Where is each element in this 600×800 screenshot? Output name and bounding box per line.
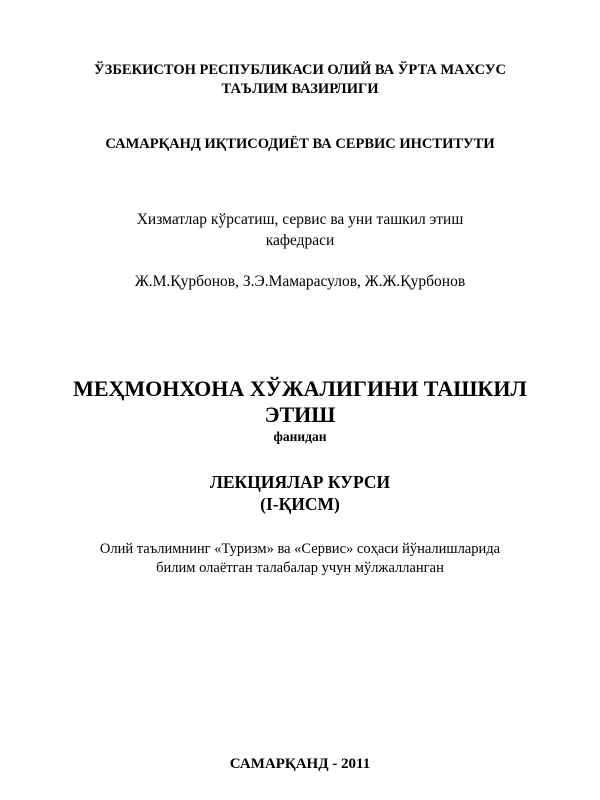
description-line-2: билим олаётган талабалар учун мўлжалланган [156,560,444,576]
document-title-line-1: МЕҲМОНХОНА ХЎЖАЛИГИНИ ТАШКИЛ [73,376,527,401]
department-line-2: кафедраси [265,232,335,249]
course-title-line-2: (I-ҚИСМ) [260,494,340,514]
ministry-line-2: ТАЪЛИМ ВАЗИРЛИГИ [221,81,379,97]
ministry-line-1: ЎЗБЕКИСТОН РЕСПУБЛИКАСИ ОЛИЙ ВА ЎРТА МАХСУС [94,62,506,78]
authors: Ж.М.Қурбонов, З.Э.Мамарасулов, Ж.Ж.Қурбонов [134,273,466,290]
subject-suffix: фанидан [273,429,327,444]
institute-name: САМАРҚАНД ИҚТИСОДИЁТ ВА СЕРВИС ИНСТИТУТИ [105,136,495,152]
document-title-line-2: ЭТИШ [264,402,336,427]
place-year: САМАРҚАНД - 2011 [229,756,371,772]
course-title-line-1: ЛЕКЦИЯЛАР КУРСИ [209,472,391,492]
department-line-1: Хизматлар кўрсатиш, сервис ва уни ташкил этиш [136,211,464,228]
description-line-1: Олий таълимнинг «Туризм» ва «Сервис» соҳаси йўналишларида [99,541,501,557]
